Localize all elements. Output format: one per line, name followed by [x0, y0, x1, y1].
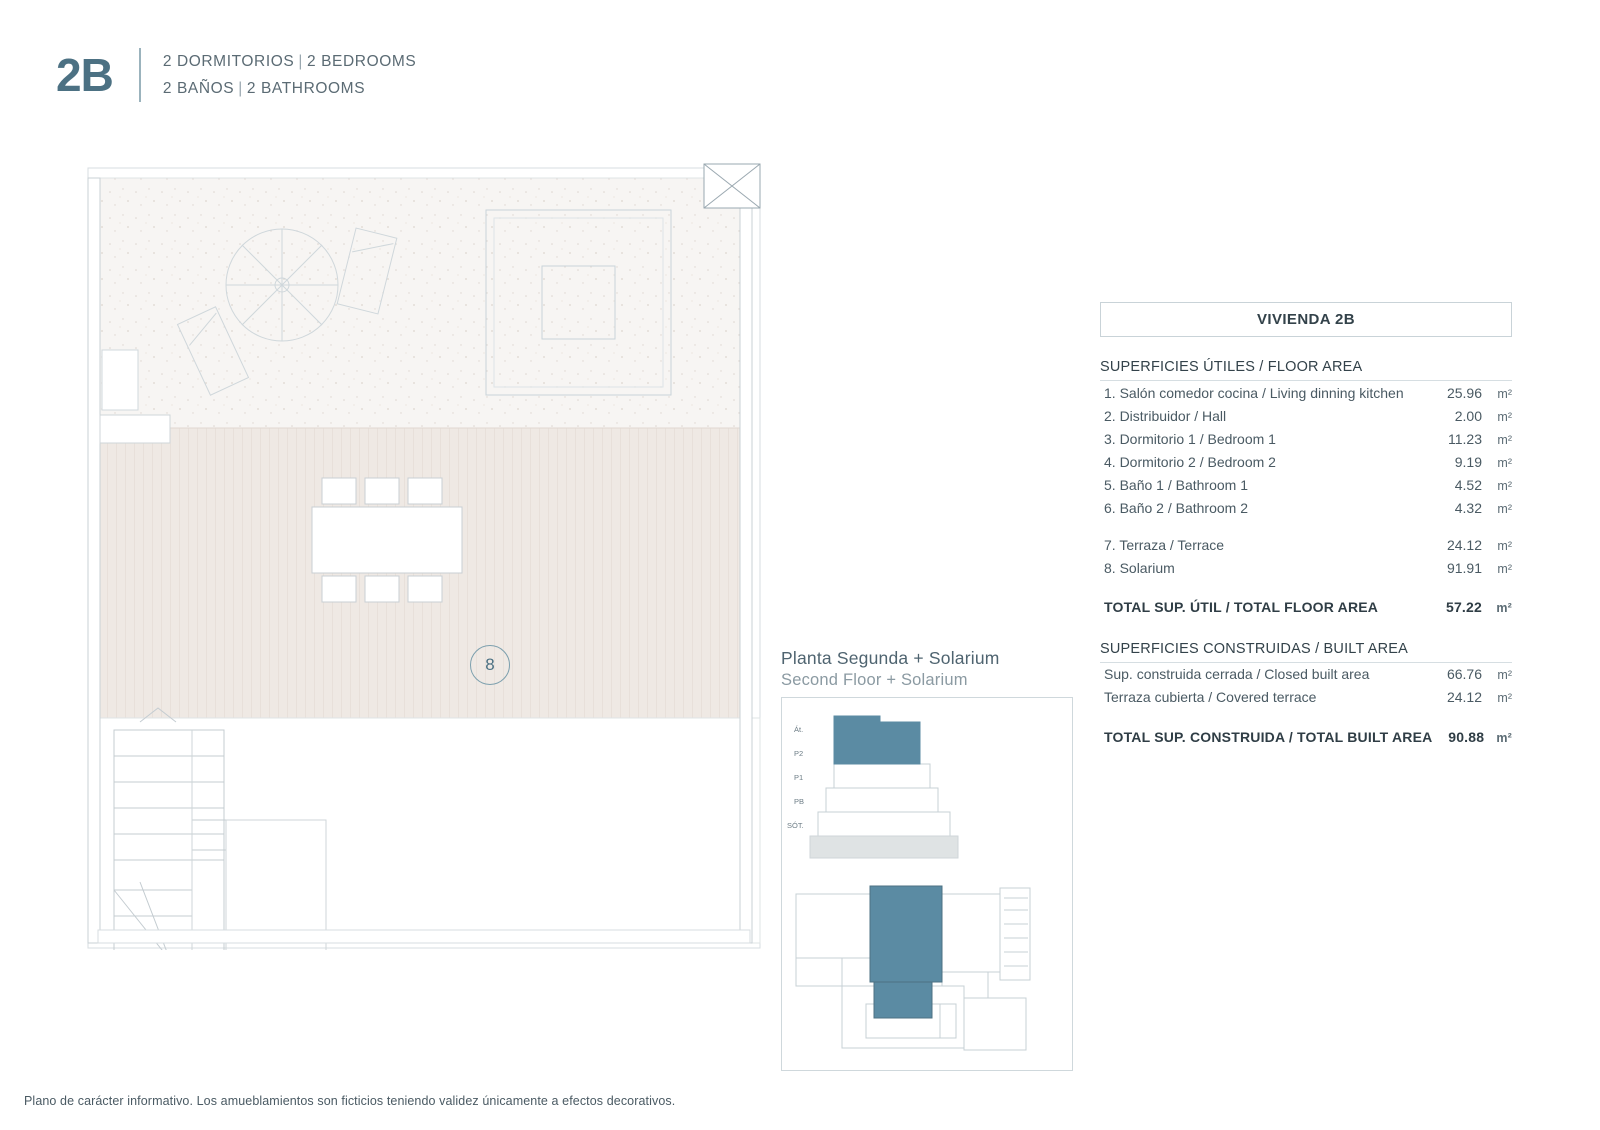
area-value: 9.19 — [1454, 453, 1482, 470]
area-row — [1100, 427, 1512, 450]
room-number-badge-8: 8 — [470, 645, 510, 685]
header-divider — [139, 48, 141, 102]
built-label: Sup. construida cerrada / Closed built area — [1104, 666, 1370, 682]
area-unit: m² — [1497, 538, 1512, 553]
area-unit: m² — [1497, 432, 1512, 447]
area-value: 91.91 — [1446, 559, 1482, 576]
section-floor-area-heading: SUPERFICIES ÚTILES / FLOOR AREA — [1100, 359, 1512, 381]
area-row — [1100, 556, 1512, 579]
total-floor-area-label: TOTAL SUP. ÚTIL / TOTAL FLOOR AREA — [1104, 599, 1379, 615]
area-unit: m² — [1497, 409, 1512, 424]
built-value: 24.12 — [1446, 689, 1482, 705]
area-unit: m² — [1497, 501, 1512, 516]
area-row — [1100, 496, 1512, 519]
spacer — [1100, 519, 1512, 533]
area-row — [1100, 404, 1512, 427]
section-built-area-heading: SUPERFICIES CONSTRUIDAS / BUILT AREA — [1100, 641, 1512, 663]
key-plan-box — [781, 697, 1073, 1071]
spacer — [1100, 579, 1512, 593]
area-value: 2.00 — [1454, 407, 1482, 424]
area-row — [1100, 381, 1512, 404]
area-label: 2. Distribuidor / Hall — [1104, 407, 1227, 424]
sheet-header — [56, 48, 416, 102]
area-value: 4.32 — [1454, 499, 1482, 516]
area-label: 5. Baño 1 / Bathroom 1 — [1104, 476, 1248, 493]
area-row — [1100, 533, 1512, 556]
built-row — [1100, 663, 1512, 686]
built-unit: m² — [1497, 668, 1512, 682]
keyplan-level-label: P1 — [794, 773, 804, 782]
floor-caption-es: Planta Segunda + Solarium — [781, 648, 1000, 668]
bedrooms-es: 2 DORMITORIOS — [162, 53, 295, 70]
total-floor-area-row — [1100, 593, 1512, 619]
bedrooms-line — [163, 48, 417, 75]
floor-caption — [781, 648, 1071, 690]
panel-title: VIVIENDA 2B — [1100, 302, 1512, 337]
area-row — [1100, 450, 1512, 473]
bedrooms-en: 2 BEDROOMS — [306, 53, 417, 70]
bathrooms-es: 2 BAÑOS — [162, 80, 235, 98]
area-unit: m² — [1497, 455, 1512, 470]
keyplan-level-label: PB — [794, 797, 805, 806]
built-value: 66.76 — [1446, 666, 1482, 682]
area-label: 6. Baño 2 / Bathroom 2 — [1104, 499, 1248, 516]
area-label: 7. Terraza / Terrace — [1104, 536, 1225, 553]
separator-icon: | — [238, 80, 243, 98]
area-unit: m² — [1497, 386, 1512, 401]
unit-code: 2B — [56, 49, 113, 102]
built-unit: m² — [1497, 691, 1512, 705]
built-label: Terraza cubierta / Covered terrace — [1104, 689, 1317, 705]
area-value: 25.96 — [1446, 384, 1482, 401]
header-text-block — [163, 48, 417, 102]
area-row — [1100, 473, 1512, 496]
area-label: 1. Salón comedor cocina / Living dinning kitchen — [1104, 384, 1404, 401]
bathrooms-line — [163, 75, 417, 102]
spacer — [1100, 709, 1512, 723]
total-built-area-unit: m² — [1496, 730, 1512, 745]
keyplan-level-label: SÓT. — [787, 821, 804, 830]
separator-icon: | — [298, 53, 303, 70]
keyplan-level-label: Át. — [794, 725, 804, 734]
total-built-area-value: 90.88 — [1448, 728, 1485, 745]
area-value: 24.12 — [1446, 536, 1482, 553]
area-unit: m² — [1497, 478, 1512, 493]
total-built-area-label: TOTAL SUP. CONSTRUIDA / TOTAL BUILT AREA — [1104, 728, 1433, 745]
disclaimer-footer: Plano de carácter informativo. Los amueblamientos son ficticios teniendo validez únicamente a efectos decorativos. — [24, 1094, 676, 1108]
keyplan-level-label: P2 — [794, 749, 804, 758]
areas-panel — [1100, 302, 1512, 748]
floor-caption-en: Second Floor + Solarium — [781, 671, 968, 689]
area-value: 4.52 — [1454, 476, 1482, 493]
floor-plan-drawing — [80, 160, 780, 950]
total-floor-area-value: 57.22 — [1445, 599, 1482, 615]
area-unit: m² — [1497, 561, 1512, 576]
area-label: 4. Dormitorio 2 / Bedroom 2 — [1104, 453, 1276, 470]
total-built-area-row — [1100, 723, 1512, 749]
built-row — [1100, 686, 1512, 709]
area-label: 8. Solarium — [1104, 559, 1175, 576]
bathrooms-en: 2 BATHROOMS — [246, 80, 366, 98]
area-label: 3. Dormitorio 1 / Bedroom 1 — [1104, 430, 1276, 447]
area-value: 11.23 — [1448, 430, 1482, 447]
total-floor-area-unit: m² — [1496, 601, 1512, 615]
